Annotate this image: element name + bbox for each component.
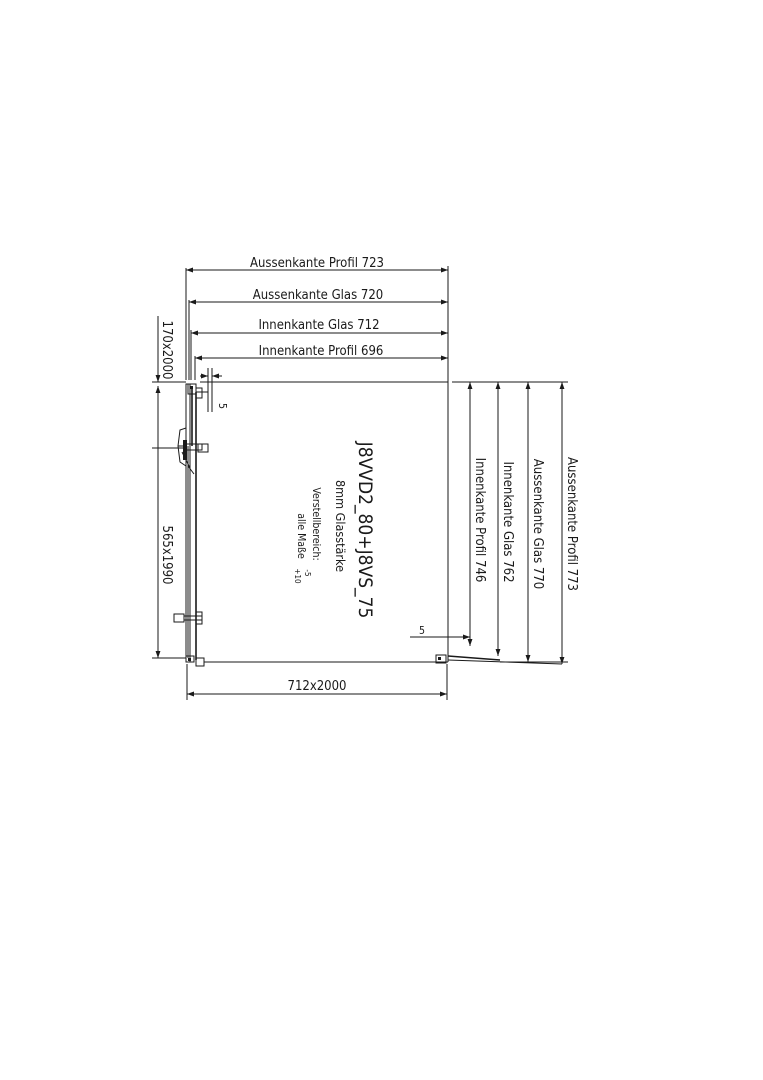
dim-label-aussenkante-glas-top: Aussenkante Glas 720: [252, 288, 384, 303]
center-notes: [293, 441, 376, 619]
gap-dimension-top-left: [200, 368, 228, 412]
top-dimensions: [186, 256, 448, 382]
left-dimensions: [152, 316, 186, 658]
right-dimensions: [452, 382, 579, 664]
door-handle: [178, 428, 208, 474]
gap-dimension-bottom-right: [410, 625, 470, 637]
dim-label-door-size: 565x1990: [159, 525, 174, 585]
tolerance-minus: -5: [303, 569, 312, 577]
dim-label-innenkante-glas-right: Innenkante Glas 762: [500, 461, 515, 583]
dim-label-aussenkante-glas-right: Aussenkante Glas 770: [530, 458, 545, 590]
gap-label-top-left: 5: [216, 402, 228, 410]
gap-label-bottom-right: 5: [418, 625, 426, 637]
dim-label-innenkante-glas-top: Innenkante Glas 712: [258, 318, 380, 333]
tolerance-plus: +10: [293, 568, 302, 584]
dim-label-innenkante-profil-top: Innenkante Profil 696: [258, 344, 384, 359]
dim-label-panel-width: 712x2000: [287, 679, 347, 694]
adjust-range-label: Verstellbereich:: [310, 487, 322, 561]
dim-label-aussenkante-profil-top: Aussenkante Profil 723: [250, 256, 384, 271]
side-panel-glass: [448, 656, 500, 660]
glass-thickness-label: 8mm Glasstärke: [333, 480, 348, 572]
bottom-dimension: [187, 664, 447, 700]
dim-label-aussenkante-profil-right: Aussenkante Profil 773: [564, 457, 579, 591]
all-dimensions-label: alle Maße: [295, 513, 307, 559]
dim-label-panel-size: 170x2000: [159, 320, 174, 380]
dim-label-innenkante-profil-right: Innenkante Profil 746: [472, 457, 487, 583]
model-label: J8VVD2_80+J8VS_75: [354, 441, 376, 619]
